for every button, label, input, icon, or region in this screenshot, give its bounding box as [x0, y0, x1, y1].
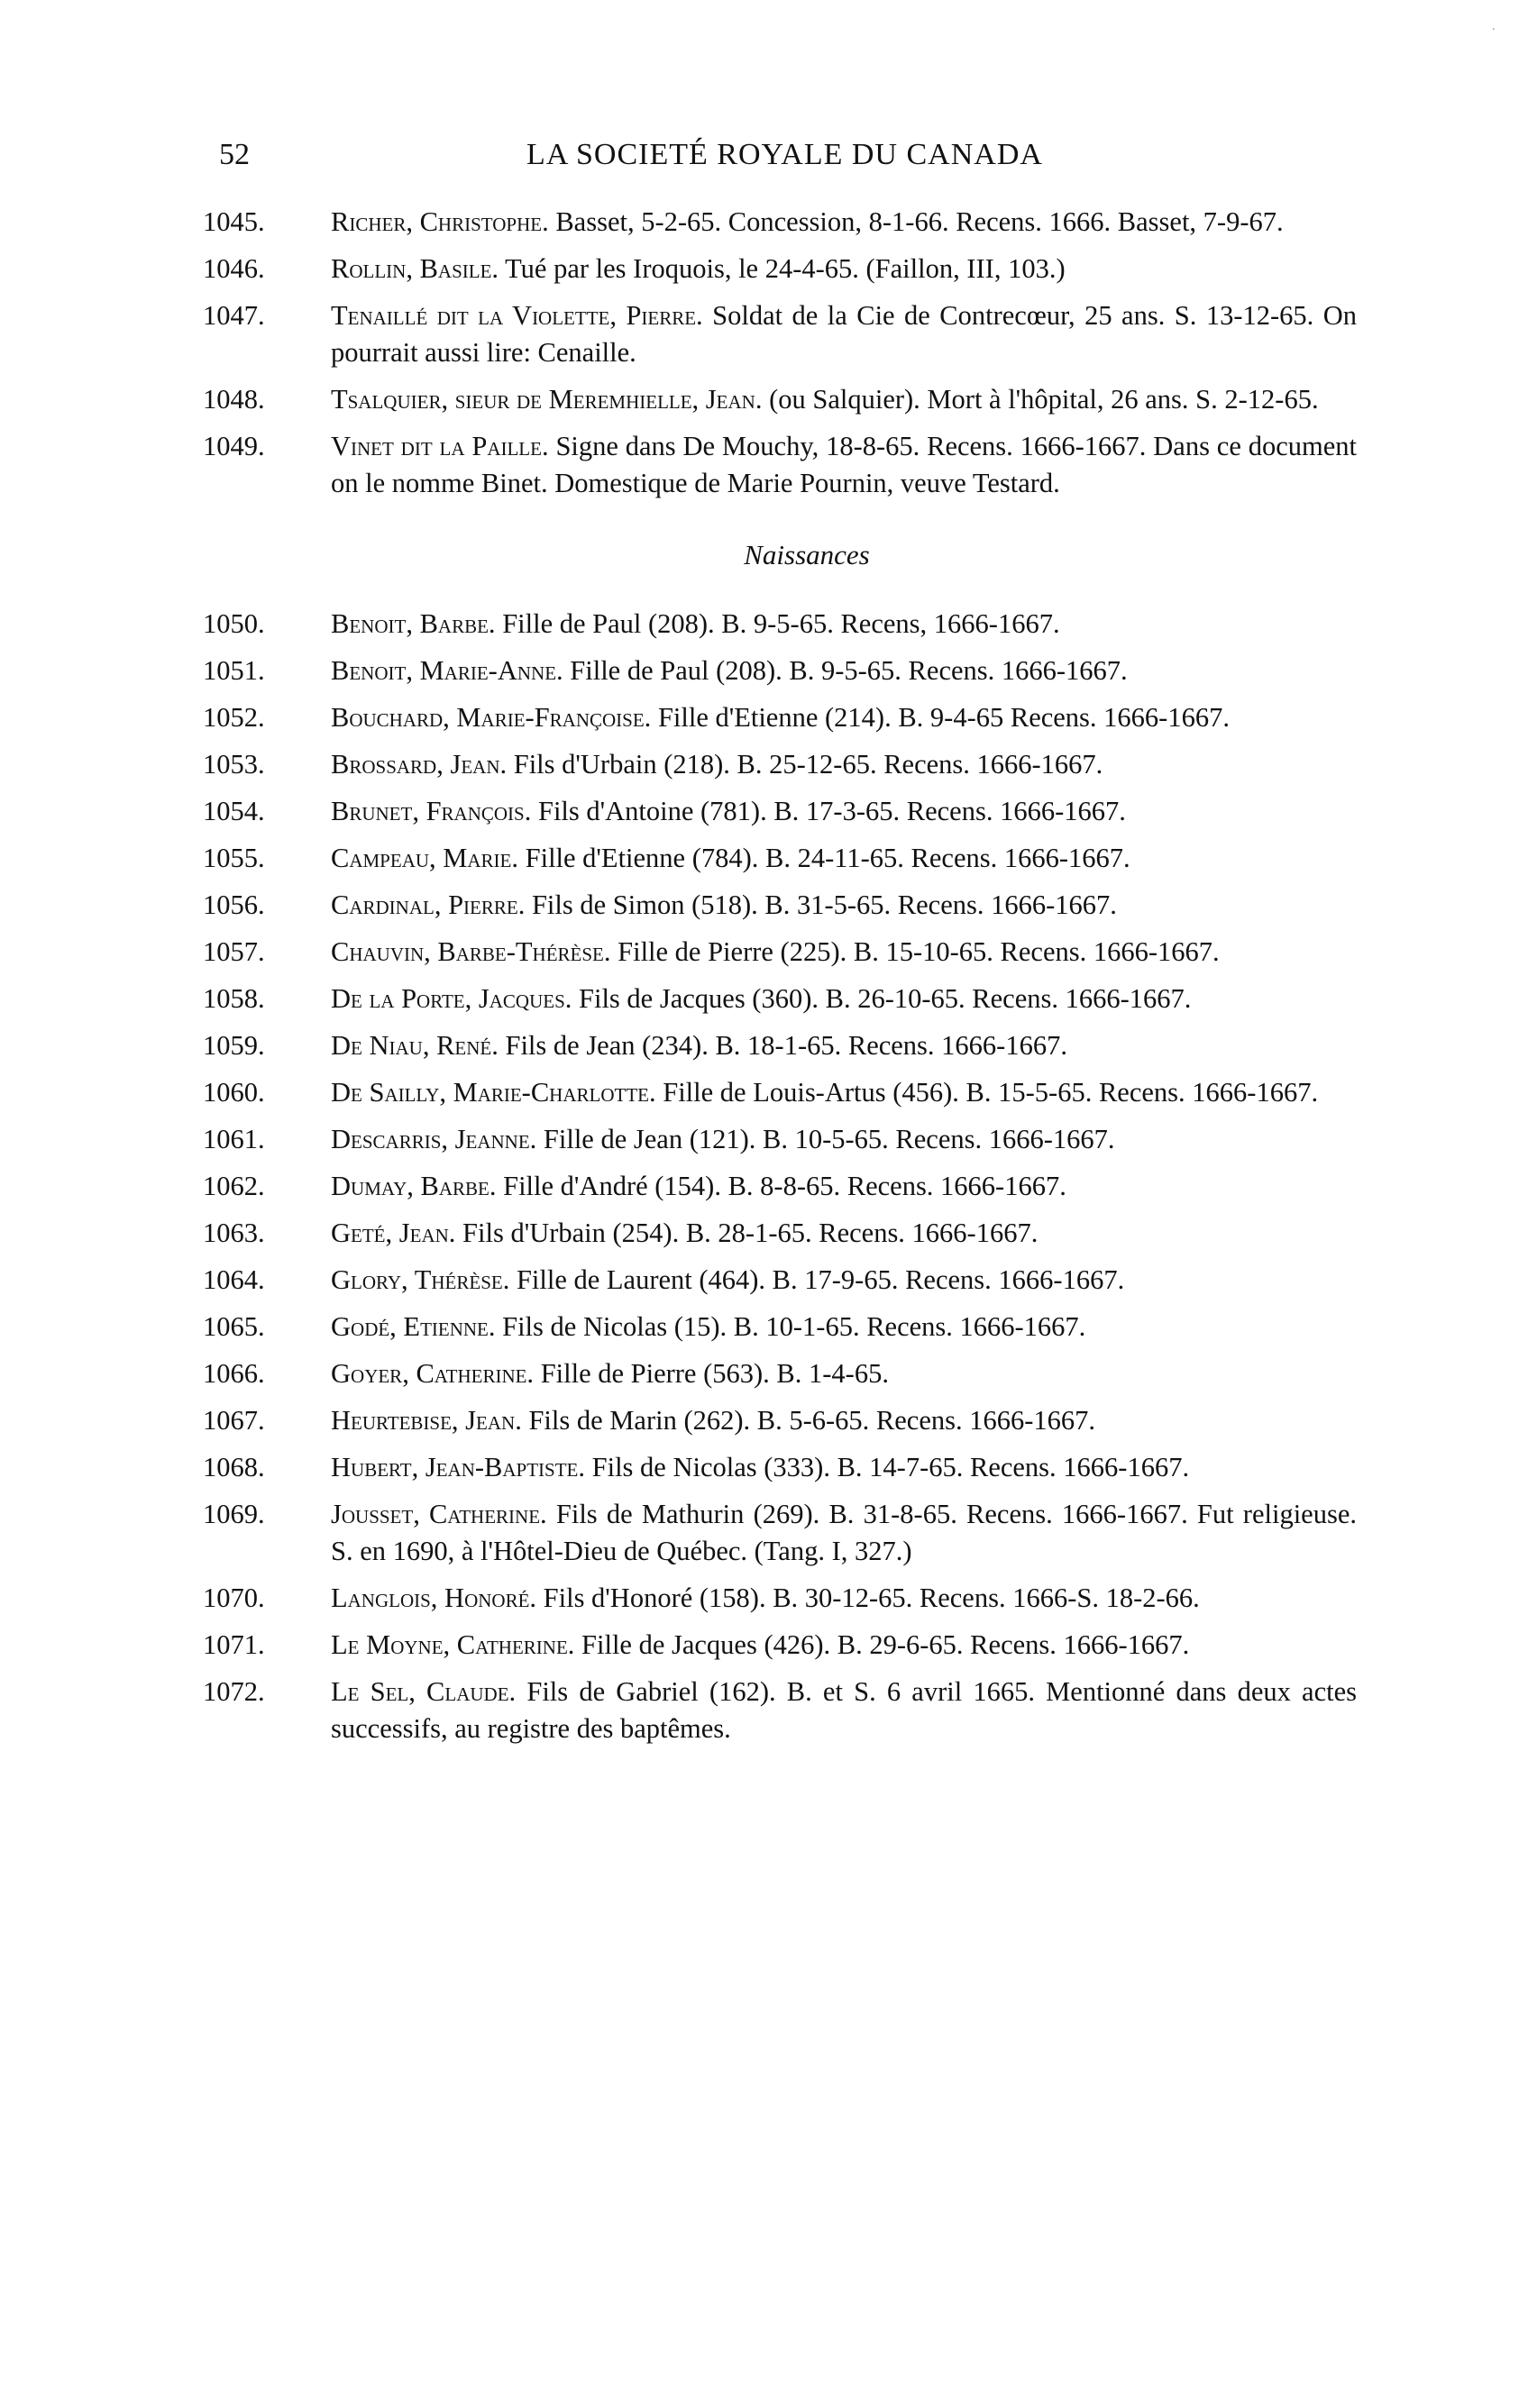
entry [203, 1627, 1357, 1664]
entry-text: Fils d'Honoré (158). B. 30-12-65. Recens. 1666-S. 18-2-66. [536, 1583, 1200, 1613]
entry-text: Fils de Jacques (360). B. 26-10-65. Recens. 1666-1667. [572, 983, 1192, 1014]
entry-text: Fils de Gabriel (162). B. et S. 6 avril 1665. Mentionné dans deux actes successifs, au registre des baptêmes. [331, 1676, 1357, 1744]
entry-name: Le Moyne, Catherine. [331, 1629, 575, 1660]
entry [203, 981, 1357, 1017]
entry-text: Fille de Jacques (426). B. 29-6-65. Recens. 1666-1667. [574, 1629, 1190, 1660]
entry-number: 1064. [203, 1264, 265, 1295]
entries-before-list [203, 204, 1357, 502]
entry-name: Campeau, Marie. [331, 843, 519, 873]
entry [203, 1121, 1357, 1158]
entry [203, 381, 1357, 418]
entry [203, 1580, 1357, 1617]
entry [203, 1215, 1357, 1252]
entry [203, 428, 1357, 502]
entry-text: Signe dans De Mouchy, 18-8-65. Recens. 1666-1667. Dans ce document on le nomme Binet. Domestique de Marie Pournin, veuve Testard. [331, 431, 1357, 498]
entry [203, 934, 1357, 971]
entry-text: Fille d'Etienne (784). B. 24-11-65. Recens. 1666-1667. [518, 843, 1130, 873]
entry-number: 1050. [203, 608, 265, 639]
entry-name: De Niau, René. [331, 1030, 499, 1061]
entry-number: 1072. [203, 1676, 265, 1707]
entry-name: Dumay, Barbe. [331, 1171, 497, 1201]
entry-text: Fille de Paul (208). B. 9-5-65. Recens. 1666-1667. [563, 655, 1128, 686]
entry-number: 1054. [203, 796, 265, 826]
entry-name: De la Porte, Jacques. [331, 983, 572, 1014]
entry-name: Cardinal, Pierre. [331, 889, 526, 920]
entry-name: Brunet, François. [331, 796, 532, 826]
entry [203, 606, 1357, 643]
entry-number: 1053. [203, 749, 265, 780]
entry [203, 1262, 1357, 1299]
entry-number: 1067. [203, 1405, 265, 1436]
entry-number: 1060. [203, 1077, 265, 1108]
entry-text: Basset, 5-2-65. Concession, 8-1-66. Recens. 1666. Basset, 7-9-67. [548, 206, 1284, 237]
entry [203, 1402, 1357, 1439]
entry-text: Fils de Jean (234). B. 18-1-65. Recens. 1666-1667. [498, 1030, 1067, 1061]
entry-name: Jousset, Catherine. [331, 1499, 547, 1529]
entry [203, 1168, 1357, 1205]
entry-number: 1068. [203, 1452, 265, 1482]
entry-text: Fille de Jean (121). B. 10-5-65. Recens. 1666-1667. [536, 1124, 1115, 1154]
entry-name: Langlois, Honoré. [331, 1583, 537, 1613]
entry-text: Fille de Pierre (225). B. 15-10-65. Recens. 1666-1667. [610, 936, 1220, 967]
running-head [219, 133, 1350, 177]
entry [203, 652, 1357, 689]
entry-number: 1061. [203, 1124, 265, 1154]
entry-name: Godé, Etienne. [331, 1311, 496, 1342]
entry-number: 1063. [203, 1218, 265, 1248]
entry [203, 297, 1357, 371]
entry-text: Fille de Laurent (464). B. 17-9-65. Recens. 1666-1667. [509, 1264, 1125, 1295]
entry-text: Fils de Nicolas (15). B. 10-1-65. Recens. 1666-1667. [495, 1311, 1086, 1342]
entry-text: Fille d'André (154). B. 8-8-65. Recens. 1666-1667. [496, 1171, 1066, 1201]
entry-text: (ou Salquier). Mort à l'hôpital, 26 ans. S. 2-12-65. [762, 384, 1319, 415]
entry [203, 1309, 1357, 1345]
entry [203, 1449, 1357, 1486]
entry-name: Benoit, Barbe. [331, 608, 496, 639]
entry-number: 1062. [203, 1171, 265, 1201]
entry-number: 1048. [203, 384, 265, 415]
entry [203, 1496, 1357, 1570]
entry [203, 793, 1357, 830]
journal-title: LA SOCIETÉ ROYALE DU CANADA [526, 138, 1043, 171]
entry-name: Vinet dit la Paille. [331, 431, 549, 461]
entry-text: Fils de Simon (518). B. 31-5-65. Recens. 1666-1667. [525, 889, 1117, 920]
entry-text: Fille de Pierre (563). B. 1-4-65. [534, 1358, 889, 1389]
entry-number: 1047. [203, 300, 265, 331]
entry-name: Glory, Thérèse. [331, 1264, 510, 1295]
entry-number: 1046. [203, 253, 265, 284]
entry-text: Fils de Mathurin (269). B. 31-8-65. Recens. 1666-1667. Fut religieuse. S. en 1690, à l'Hôtel-Dieu de Québec. (Tang. I, 327.) [331, 1499, 1357, 1566]
entry-text: Fils d'Antoine (781). B. 17-3-65. Recens. 1666-1667. [531, 796, 1126, 826]
entry-name: Hubert, Jean-Baptiste. [331, 1452, 586, 1482]
entry [203, 746, 1357, 783]
entry-name: Benoit, Marie-Anne. [331, 655, 563, 686]
entry-name: De Sailly, Marie-Charlotte. [331, 1077, 656, 1108]
entry-name: Chauvin, Barbe-Thérèse. [331, 936, 611, 967]
entries-after-list [203, 606, 1357, 1747]
entry-name: Bouchard, Marie-Françoise. [331, 702, 652, 733]
entry-number: 1059. [203, 1030, 265, 1061]
entry-number: 1052. [203, 702, 265, 733]
entry-name: Le Sel, Claude. [331, 1676, 517, 1707]
entry-text: Soldat de la Cie de Contrecœur, 25 ans. S. 13-12-65. On pourrait aussi lire: Cenaille. [331, 300, 1357, 368]
entry [203, 1674, 1357, 1747]
entry-text: Fils de Marin (262). B. 5-6-65. Recens. 1666-1667. [521, 1405, 1096, 1436]
entry-number: 1055. [203, 843, 265, 873]
entry-name: Brossard, Jean. [331, 749, 508, 780]
entry-name: Richer, Christophe. [331, 206, 549, 237]
entry-number: 1069. [203, 1499, 265, 1529]
entry-text: Fille de Louis-Artus (456). B. 15-5-65. Recens. 1666-1667. [655, 1077, 1319, 1108]
entry [203, 887, 1357, 924]
entry-number: 1070. [203, 1583, 265, 1613]
section-heading: Naissances [744, 539, 870, 570]
entry [203, 1074, 1357, 1111]
entry-name: Descarris, Jeanne. [331, 1124, 537, 1154]
entry-text: Tué par les Iroquois, le 24-4-65. (Faillon, III, 103.) [499, 253, 1066, 284]
entry [203, 1355, 1357, 1392]
entry [203, 1027, 1357, 1064]
entry-text: Fils de Nicolas (333). B. 14-7-65. Recens. 1666-1667. [585, 1452, 1190, 1482]
entry-name: Tsalquier, sieur de Meremhielle, Jean. [331, 384, 763, 415]
corner-mark: · [1491, 23, 1496, 37]
page-number: 52 [219, 138, 250, 171]
entry-number: 1058. [203, 983, 265, 1014]
entry-number: 1071. [203, 1629, 265, 1660]
entry-name: Rollin, Basile. [331, 253, 499, 284]
entries-body [203, 204, 1357, 1757]
entry-name: Goyer, Catherine. [331, 1358, 535, 1389]
entry-text: Fils d'Urbain (218). B. 25-12-65. Recens. 1666-1667. [507, 749, 1103, 780]
entry-name: Geté, Jean. [331, 1218, 456, 1248]
entry-text: Fils d'Urbain (254). B. 28-1-65. Recens. 1666-1667. [455, 1218, 1039, 1248]
entry-text: Fille d'Etienne (214). B. 9-4-65 Recens. 1666-1667. [651, 702, 1230, 733]
entry [203, 204, 1357, 241]
entry [203, 699, 1357, 736]
entry-number: 1065. [203, 1311, 265, 1342]
entry-text: Fille de Paul (208). B. 9-5-65. Recens, 1666-1667. [495, 608, 1060, 639]
entry-name: Heurtebise, Jean. [331, 1405, 522, 1436]
entry-name: Tenaillé dit la Violette, Pierre. [331, 300, 703, 331]
entry-number: 1056. [203, 889, 265, 920]
entry-number: 1051. [203, 655, 265, 686]
entry-number: 1066. [203, 1358, 265, 1389]
entry [203, 840, 1357, 877]
entry-number: 1049. [203, 431, 265, 461]
entry-number: 1045. [203, 206, 265, 237]
entry [203, 251, 1357, 287]
entry-number: 1057. [203, 936, 265, 967]
